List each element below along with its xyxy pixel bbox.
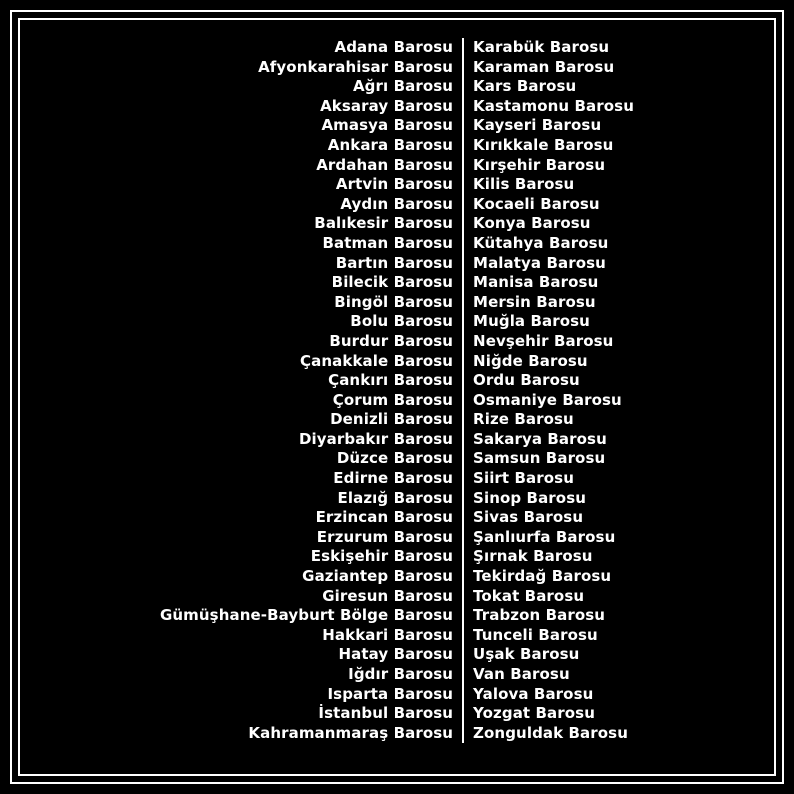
bar-association-item: Kütahya Barosu: [473, 233, 609, 252]
bar-association-item: Hatay Barosu: [338, 645, 454, 664]
bar-association-item: Karaman Barosu: [473, 57, 615, 76]
bar-association-item: Bolu Barosu: [350, 312, 454, 331]
bar-association-item: Erzincan Barosu: [315, 508, 454, 527]
bar-association-item: Artvin Barosu: [335, 175, 454, 194]
bar-association-item: Şanlıurfa Barosu: [473, 527, 616, 546]
bar-association-item: Bilecik Barosu: [331, 273, 454, 292]
bar-association-item: Kırıkkale Barosu: [473, 135, 614, 154]
bar-association-item: Amasya Barosu: [321, 116, 454, 135]
bar-association-item: Sinop Barosu: [473, 488, 586, 507]
bar-association-item: Ardahan Barosu: [316, 155, 454, 174]
bar-association-item: Rize Barosu: [473, 410, 574, 429]
bar-association-item: Balıkesir Barosu: [314, 214, 454, 233]
bar-association-item: Manisa Barosu: [473, 273, 599, 292]
bar-association-item: Van Barosu: [473, 665, 570, 683]
bar-association-item: Diyarbakır Barosu: [298, 429, 454, 448]
bar-association-item: Denizli Barosu: [330, 410, 454, 429]
bar-association-item: Aksaray Barosu: [320, 96, 454, 115]
bar-association-item: Kocaeli Barosu: [473, 194, 600, 213]
bar-association-item: Sakarya Barosu: [473, 429, 607, 448]
bar-association-item: Gaziantep Barosu: [302, 567, 454, 586]
bar-association-item: Yalova Barosu: [473, 684, 594, 703]
bar-association-item: Niğde Barosu: [473, 351, 588, 370]
bar-association-item: Çorum Barosu: [332, 390, 454, 409]
bar-association-item: Siirt Barosu: [473, 469, 574, 488]
bar-association-item: Kırşehir Barosu: [473, 155, 606, 174]
bar-association-item: Tunceli Barosu: [473, 625, 598, 644]
bar-list-left-column: [160, 38, 462, 743]
bar-association-item: Şırnak Barosu: [473, 547, 593, 566]
bar-association-item: Samsun Barosu: [473, 449, 606, 468]
bar-association-item: Tokat Barosu: [473, 586, 585, 605]
bar-association-item: Edirne Barosu: [333, 469, 454, 488]
bar-association-item: Ağrı Barosu: [352, 77, 454, 96]
bar-association-item: Tekirdağ Barosu: [473, 567, 612, 586]
bar-association-item: Batman Barosu: [322, 233, 454, 252]
bar-association-item: Kayseri Barosu: [473, 116, 602, 135]
bar-association-item: Zonguldak Barosu: [473, 723, 628, 742]
bar-association-item: Gümüşhane-Bayburt Bölge Barosu: [159, 606, 454, 625]
bar-association-item: Afyonkarahisar Barosu: [258, 57, 454, 76]
bar-association-item: Malatya Barosu: [473, 253, 606, 272]
bar-association-item: Adana Barosu: [334, 38, 454, 56]
bar-association-item: Burdur Barosu: [329, 331, 454, 350]
bar-association-item: İstanbul Barosu: [318, 704, 454, 723]
bar-association-item: Bartın Barosu: [335, 253, 454, 272]
bar-association-item: Kilis Barosu: [473, 175, 575, 194]
bar-association-item: Nevşehir Barosu: [473, 331, 614, 350]
bar-association-item: Bingöl Barosu: [334, 292, 454, 311]
bar-association-item: Kastamonu Barosu: [473, 96, 634, 115]
bar-association-item: Aydın Barosu: [340, 194, 454, 213]
bar-association-item: Uşak Barosu: [473, 645, 580, 664]
bar-association-item: Elazığ Barosu: [337, 488, 454, 507]
bar-association-item: Muğla Barosu: [473, 312, 590, 331]
bar-association-item: Konya Barosu: [473, 214, 591, 233]
bar-association-item: Osmaniye Barosu: [473, 390, 622, 409]
bar-association-item: Trabzon Barosu: [473, 606, 606, 625]
bar-association-item: Iğdır Barosu: [348, 665, 454, 683]
bar-association-item: Çankırı Barosu: [328, 371, 454, 390]
bar-association-item: Ordu Barosu: [473, 371, 580, 390]
bar-association-item: Hakkari Barosu: [322, 625, 454, 644]
bar-association-item: Erzurum Barosu: [316, 527, 454, 546]
bar-association-item: Düzce Barosu: [336, 449, 454, 468]
bar-association-item: Kahramanmaraş Barosu: [248, 723, 454, 742]
bar-association-item: Ankara Barosu: [327, 135, 454, 154]
bar-association-item: Karabük Barosu: [473, 38, 610, 56]
bar-association-item: Mersin Barosu: [473, 292, 596, 311]
bar-association-item: Eskişehir Barosu: [310, 547, 454, 566]
bar-association-item: Çanakkale Barosu: [300, 351, 454, 370]
bar-association-item: Kars Barosu: [473, 77, 577, 96]
bar-list-right-column: [462, 38, 634, 743]
bar-association-item: Sivas Barosu: [473, 508, 584, 527]
bar-association-item: Yozgat Barosu: [473, 704, 595, 723]
bar-association-item: Isparta Barosu: [327, 684, 454, 703]
bar-association-item: Giresun Barosu: [322, 586, 454, 605]
bar-association-list: [0, 38, 794, 743]
